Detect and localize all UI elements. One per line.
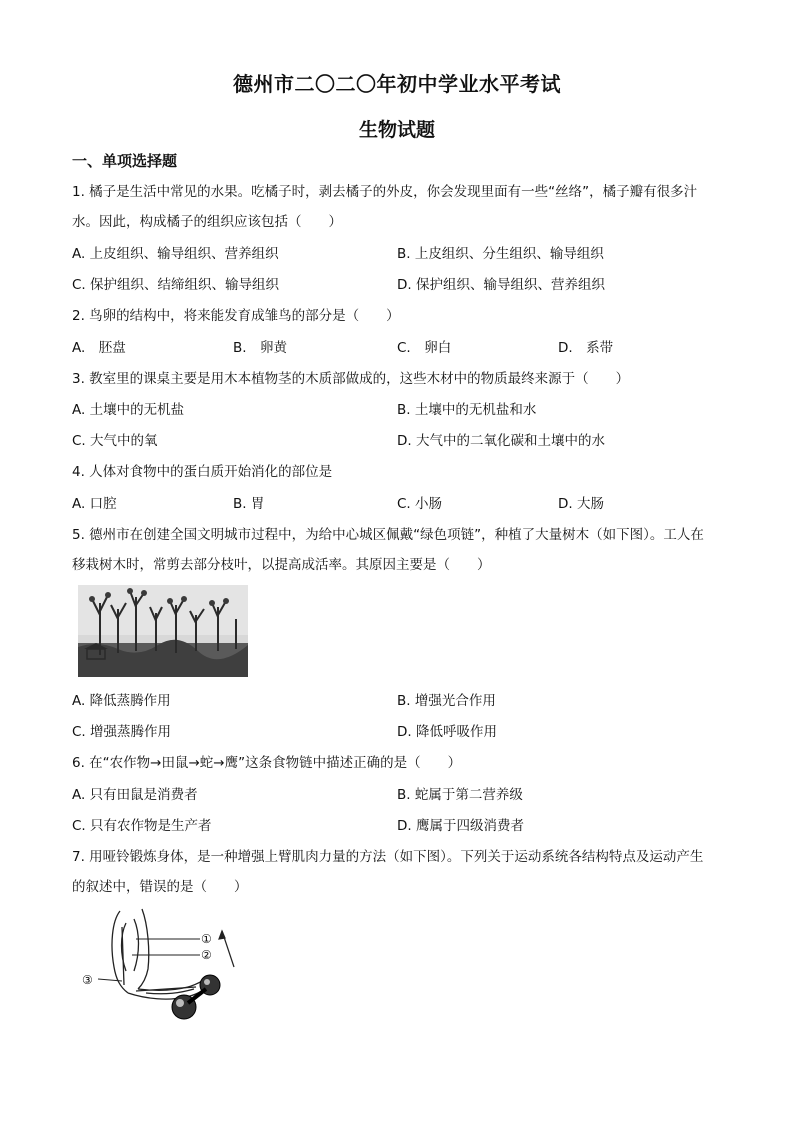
question-6-option-a: A. 只有田鼠是消费者 — [72, 787, 198, 803]
question-5-text-line-2: 移栽树木时，常剪去部分枝叶，以提高成活率。其原因主要是（ ） — [72, 557, 491, 573]
arm-dumbbell-figure — [76, 905, 246, 1025]
question-3-option-c: C. 大气中的氧 — [72, 433, 158, 449]
question-7-text-line-2: 的叙述中，错误的是（ ） — [72, 879, 248, 895]
question-6-option-d: D. 鹰属于四级消费者 — [397, 818, 524, 834]
question-5-text-line-1: 5. 德州市在创建全国文明城市过程中，为给中心城区佩戴“绿色项链”，种植了大量树木（如下图）。工人在 — [72, 527, 704, 543]
question-1-option-a: A. 上皮组织、输导组织、营养组织 — [72, 246, 279, 262]
question-5-option-c: C. 增强蒸腾作用 — [72, 724, 172, 740]
question-5-option-b: B. 增强光合作用 — [397, 693, 496, 709]
question-1-text-line-2: 水。因此，构成橘子的组织应该包括（ ） — [72, 214, 342, 230]
question-4-option-c: C. 小肠 — [397, 496, 443, 512]
label-2: ② — [201, 948, 212, 962]
question-3-option-b: B. 土壤中的无机盐和水 — [397, 402, 537, 418]
label-3: ③ — [82, 973, 93, 987]
label-1: ① — [201, 932, 212, 946]
question-5-option-d: D. 降低呼吸作用 — [397, 724, 497, 740]
question-6-option-b: B. 蛇属于第二营养级 — [397, 787, 523, 803]
question-2-option-d: D. 系带 — [558, 340, 614, 356]
question-2-option-a: A. 胚盘 — [72, 340, 126, 356]
page-title: 德州市二〇二〇年初中学业水平考试 — [233, 72, 561, 96]
page-subtitle: 生物试题 — [358, 119, 435, 141]
question-2-option-c: C. 卵白 — [397, 340, 452, 356]
question-4-text: 4. 人体对食物中的蛋白质开始消化的部位是 — [72, 464, 333, 480]
question-2-text: 2. 鸟卵的结构中，将来能发育成雏鸟的部分是（ ） — [72, 308, 400, 324]
question-2-option-b: B. 卵黄 — [233, 340, 288, 356]
question-1-option-d: D. 保护组织、输导组织、营养组织 — [397, 277, 605, 293]
question-3-option-a: A. 土壤中的无机盐 — [72, 402, 185, 418]
question-7-text-line-1: 7. 用哑铃锻炼身体，是一种增强上臂肌肉力量的方法（如下图）。下列关于运动系统各结构特点及运动产生 — [72, 849, 704, 865]
question-4-option-a: A. 口腔 — [72, 496, 117, 512]
question-1-option-c: C. 保护组织、结缔组织、输导组织 — [72, 277, 280, 293]
section-heading: 一、单项选择题 — [72, 152, 178, 170]
question-6-option-c: C. 只有农作物是生产者 — [72, 818, 212, 834]
transplanted-trees-photo — [78, 585, 248, 677]
question-6-text: 6. 在“农作物→田鼠→蛇→鹰”这条食物链中描述正确的是（ ） — [72, 755, 462, 771]
question-1-option-b: B. 上皮组织、分生组织、输导组织 — [397, 246, 604, 262]
question-5-option-a: A. 降低蒸腾作用 — [72, 693, 171, 709]
question-4-option-b: B. 胃 — [233, 496, 265, 512]
question-3-text: 3. 教室里的课桌主要是用木本植物茎的木质部做成的，这些木材中的物质最终来源于（ ） — [72, 371, 630, 387]
question-3-option-d: D. 大气中的二氧化碳和土壤中的水 — [397, 433, 605, 449]
question-4-option-d: D. 大肠 — [558, 496, 604, 512]
question-1-text-line-1: 1. 橘子是生活中常见的水果。吃橘子时，剥去橘子的外皮，你会发现里面有一些“丝络”，橘子瓣有很多汁 — [72, 184, 698, 200]
